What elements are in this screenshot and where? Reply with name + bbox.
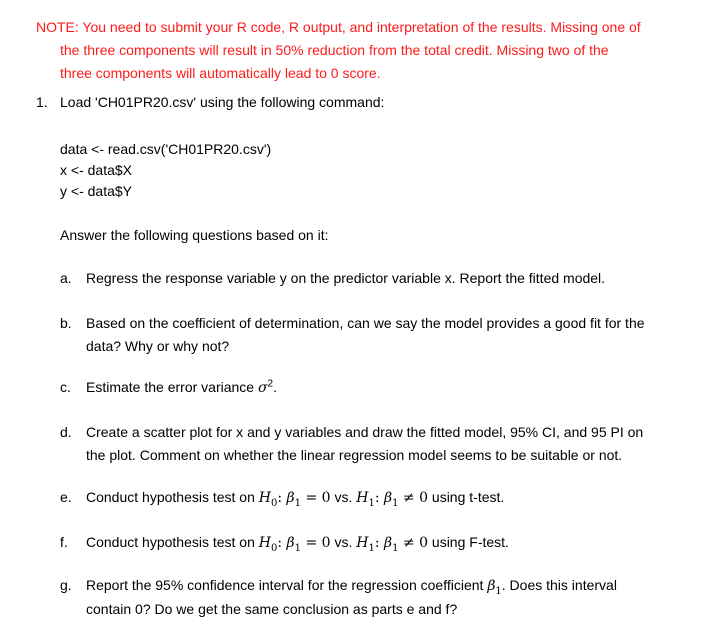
part-a-text: Regress the response variable y on the predictor variable x. Report the fitted model. (86, 270, 606, 286)
part-g-line-1 (86, 574, 705, 598)
beta-symbol: β (286, 535, 295, 551)
code-line-3: y <- data$Y (60, 183, 132, 199)
beta-subscript: 1 (392, 542, 399, 554)
colon: : (277, 490, 287, 506)
code-line-2: x <- data$X (60, 162, 132, 178)
note-line-1: NOTE: You need to submit your R code, R output, and interpretation of the results. Missing one of (36, 19, 641, 35)
part-b-line-2: data? Why or why not? (86, 338, 230, 354)
part-f-text (86, 531, 705, 555)
h1-symbol: H (356, 490, 369, 506)
not-equal-zero: ≠ 0 (398, 490, 429, 506)
part-f-prefix: Conduct hypothesis test on (86, 534, 259, 550)
part-c-end: . (273, 379, 277, 395)
questions-intro: Answer the following questions based on it: (60, 227, 329, 243)
sigma-symbol: σ (257, 380, 268, 396)
part-letter: c. (60, 379, 71, 395)
equals-zero: = 0 (301, 535, 331, 551)
versus: vs. (330, 534, 357, 550)
part-d-line-2: the plot. Comment on whether the linear regression model seems to be suitable or not. (86, 447, 623, 463)
versus: vs. (330, 489, 357, 505)
part-letter: e. (60, 489, 72, 505)
part-c-prefix: Estimate the error variance (86, 379, 258, 395)
colon: : (374, 535, 384, 551)
code-block (60, 139, 271, 202)
part-d-line-1: Create a scatter plot for x and y variables and draw the fitted model, 95% CI, and 95 PI on (86, 424, 644, 440)
part-c (60, 376, 705, 400)
beta-symbol: β (487, 578, 496, 594)
not-equal-zero: ≠ 0 (398, 535, 429, 551)
h1-subscript: 1 (368, 497, 375, 509)
beta-subscript: 1 (392, 497, 399, 509)
beta-symbol: β (384, 490, 393, 506)
part-letter: f. (60, 534, 68, 550)
colon: : (277, 535, 287, 551)
question-1 (36, 94, 384, 110)
part-f (60, 531, 705, 555)
h0-symbol: H (258, 490, 271, 506)
beta-subscript: 1 (294, 542, 302, 554)
beta-symbol: β (384, 535, 393, 551)
code-line-1: data <- read.csv('CH01PR20.csv') (60, 141, 272, 157)
note-line-2: the three components will result in 50% reduction from the total credit. Missing two of the (60, 42, 609, 58)
h0-symbol: H (258, 535, 271, 551)
h0-subscript: 0 (271, 542, 278, 554)
part-c-text (86, 376, 705, 400)
part-e (60, 486, 705, 510)
beta-subscript: 1 (495, 585, 502, 597)
sigma-exponent: 2 (267, 378, 274, 390)
part-e-suffix: using t-test. (428, 489, 505, 505)
part-g-line-2: contain 0? Do we get the same conclusion as parts e and f? (86, 601, 458, 617)
h1-subscript: 1 (368, 542, 375, 554)
beta-subscript: 1 (294, 497, 302, 509)
part-a (60, 267, 705, 290)
colon: : (374, 490, 384, 506)
question-number: 1. (36, 94, 48, 110)
h1-symbol: H (356, 535, 369, 551)
part-letter: a. (60, 270, 72, 286)
note-line-3: three components will automatically lead to 0 score. (60, 65, 381, 81)
part-letter: b. (60, 315, 72, 331)
beta-symbol: β (286, 490, 295, 506)
question-text: Load 'CH01PR20.csv' using the following command: (60, 94, 385, 110)
part-e-prefix: Conduct hypothesis test on (86, 489, 259, 505)
part-g-suffix: . Does this interval (501, 577, 617, 593)
h0-subscript: 0 (271, 497, 278, 509)
part-g-prefix: Report the 95% confidence interval for the regression coefficient (86, 577, 488, 593)
part-b (60, 312, 705, 358)
equals-zero: = 0 (301, 490, 331, 506)
part-e-text (86, 486, 705, 510)
note-block (36, 16, 708, 85)
part-f-suffix: using F-test. (428, 534, 509, 550)
part-letter: g. (60, 577, 72, 593)
part-g (60, 574, 705, 621)
part-d (60, 421, 705, 467)
part-b-line-1: Based on the coefficient of determination, can we say the model provides a good fit for the (86, 315, 645, 331)
part-letter: d. (60, 424, 72, 440)
